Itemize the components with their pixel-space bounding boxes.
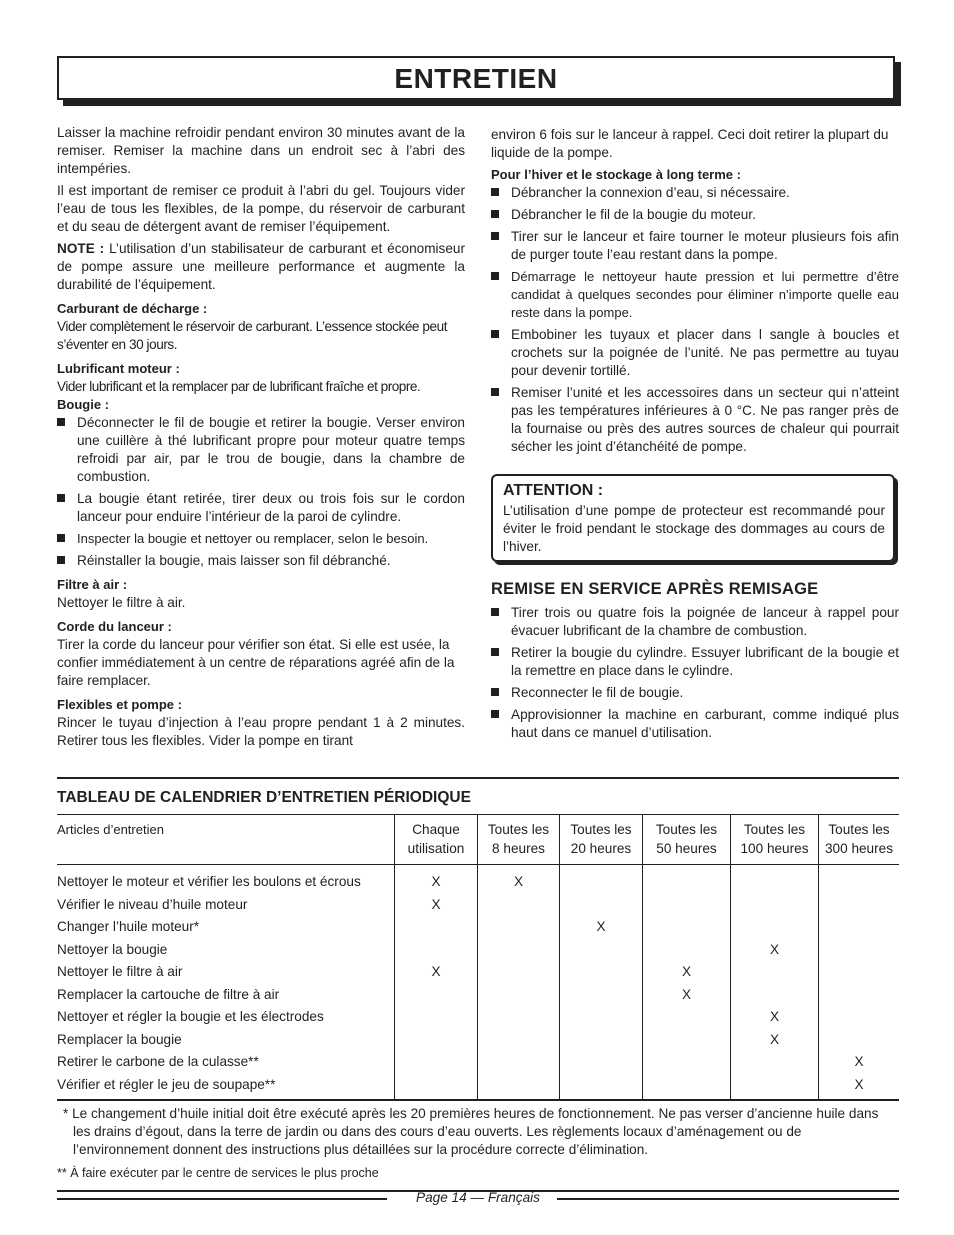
oil-heading: Lubrificant moteur :: [57, 361, 180, 376]
return-to-service-list: [491, 604, 899, 742]
list-item: Réinstaller la bougie, mais laisser son fil débranché.: [57, 552, 465, 570]
table-cell-mark: [395, 1051, 478, 1074]
list-item: Inspecter la bougie et nettoyer ou remplacer, selon le besoin.: [57, 530, 465, 548]
starter-cord-heading: Corde du lanceur :: [57, 619, 172, 634]
table-cell-mark: [395, 984, 478, 1007]
square-bullet-icon: [57, 556, 65, 564]
table-cell-mark: [643, 894, 731, 917]
table-row: [57, 961, 899, 984]
table-cell-item: Changer l’huile moteur*: [57, 919, 200, 935]
table-cell-item: Remplacer la bougie: [57, 1031, 182, 1047]
column-header: Toutes les 20 heures: [560, 815, 643, 865]
table-cell-mark: [731, 865, 819, 894]
table-cell-mark: [819, 1006, 900, 1029]
air-filter-heading: Filtre à air :: [57, 577, 128, 592]
table-row: [57, 916, 899, 939]
maintenance-schedule-section: [57, 777, 899, 1192]
list-item: Déconnecter le fil de bougie et retirer la bougie. Verser environ une cuillère à thé lubrificant propre pour moteur quatre temps refroidi par air, par le trou de bougie, dans la chambre de combustion.: [57, 414, 465, 486]
table-cell-mark: [560, 1029, 643, 1052]
table-cell-mark: X: [395, 961, 478, 984]
return-to-service-heading: REMISE EN SERVICE APRÈS REMISAGE: [491, 580, 819, 598]
attention-heading: ATTENTION :: [503, 482, 604, 499]
table-cell-mark: [478, 984, 560, 1007]
section-divider: [57, 777, 899, 779]
spark-plug-list: [57, 414, 465, 570]
table-row: [57, 1006, 899, 1029]
footnote-oil-change: * Le changement d’huile initial doit être exécuté après les 20 premières heures de fonctionnement. Ne pas verser d’ancienne huile dans les drains d’égout, dans la terre de jardin ou dans des cours d’eau ouverts. Les règlements locaux d’aménagement ou de l’environnement donnent des instructions plus détaillées sur la procédure correcte d’élimination.: [63, 1106, 879, 1157]
table-cell-mark: X: [643, 984, 731, 1007]
table-cell-mark: [819, 939, 900, 962]
table-row: [57, 939, 899, 962]
table-cell-mark: X: [560, 916, 643, 939]
winter-storage-list: [491, 184, 899, 456]
table-cell-mark: [395, 1074, 478, 1101]
table-cell-mark: [478, 939, 560, 962]
square-bullet-icon: [491, 210, 499, 218]
list-item: Tirer trois ou quatre fois la poignée de lanceur à rappel pour évacuer lubrificant de la chambre de combustion.: [491, 604, 899, 640]
square-bullet-icon: [491, 648, 499, 656]
table-cell-mark: [395, 939, 478, 962]
table-cell-mark: [731, 894, 819, 917]
square-bullet-icon: [491, 688, 499, 696]
footnote-service-center: ** À faire exécuter par le centre de services le plus proche: [57, 1166, 379, 1180]
table-cell-mark: [643, 1051, 731, 1074]
frost-paragraph: Il est important de remiser ce produit à l’abri du gel. Toujours vider l’eau de tous les flexibles, de la pompe, du réservoir de carburant et du seau de détergent avant de remiser l’équipement.: [57, 183, 465, 234]
table-cell-mark: [643, 1074, 731, 1101]
table-cell-mark: [478, 916, 560, 939]
table-cell-mark: [643, 939, 731, 962]
spark-plug-heading: Bougie :: [57, 397, 109, 412]
table-cell-mark: [819, 894, 900, 917]
table-header-row: [57, 815, 899, 865]
table-cell-item: Nettoyer la bougie: [57, 941, 168, 957]
page-title-box: [57, 56, 895, 100]
list-item: Retirer la bougie du cylindre. Essuyer lubrificant de la bougie et la remettre en place dans le cylindre.: [491, 644, 899, 680]
table-row: [57, 894, 899, 917]
table-cell-mark: X: [731, 939, 819, 962]
table-cell-mark: [478, 961, 560, 984]
table-row: [57, 1074, 899, 1101]
table-cell-mark: [560, 865, 643, 894]
table-cell-mark: [560, 939, 643, 962]
column-header: Toutes les 100 heures: [731, 815, 819, 865]
list-item: Embobiner les tuyaux et placer dans l sangle à boucles et crochets sur la poignée de l’unité. Ne pas permettre au tuyau pour devenir tortillé.: [491, 326, 899, 380]
hoses-pump-text: Rincer le tuyau d’injection à l’eau propre pendant 1 à 2 minutes. Retirer tous les flexibles. Vider la pompe en tirant: [57, 715, 465, 748]
table-cell-mark: [731, 961, 819, 984]
square-bullet-icon: [491, 188, 499, 196]
table-row: [57, 1029, 899, 1052]
table-cell-mark: [395, 916, 478, 939]
table-cell-mark: X: [819, 1051, 900, 1074]
list-item: Débrancher le fil de la bougie du moteur.: [491, 206, 899, 224]
list-item: La bougie étant retirée, tirer deux ou trois fois sur le cordon lanceur pour enduire l’intérieur de la paroi de cylindre.: [57, 490, 465, 526]
oil-text: Vider lubrificant et la remplacer par de lubrificant fraîche et propre.: [57, 379, 421, 394]
table-cell-mark: X: [731, 1029, 819, 1052]
column-header: Articles d’entretien: [57, 815, 395, 865]
column-header: Toutes les 300 heures: [819, 815, 900, 865]
table-cell-mark: [560, 984, 643, 1007]
table-cell-mark: [478, 1029, 560, 1052]
table-row: [57, 865, 899, 894]
table-cell-mark: [560, 894, 643, 917]
table-cell-mark: X: [643, 961, 731, 984]
table-cell-mark: [560, 1051, 643, 1074]
right-column: [491, 126, 899, 746]
square-bullet-icon: [491, 388, 499, 396]
table-footnotes: [57, 1105, 899, 1182]
note-text: L’utilisation d’un stabilisateur de carburant et économiseur de pompe assure une meilleure performance et augmente la durabilité de l’équipement.: [57, 241, 465, 292]
table-cell-mark: [819, 916, 900, 939]
table-cell-mark: X: [819, 1074, 900, 1101]
table-cell-mark: [819, 865, 900, 894]
table-cell-mark: X: [395, 865, 478, 894]
note-label: NOTE :: [57, 241, 105, 256]
table-cell-mark: [643, 916, 731, 939]
left-column: [57, 124, 465, 754]
square-bullet-icon: [491, 710, 499, 718]
maintenance-schedule-table: [57, 814, 899, 1101]
table-cell-mark: [731, 1051, 819, 1074]
fuel-text: Vider complètement le réservoir de carburant. L’essence stockée peut s’éventer en 30 jours.: [57, 319, 448, 352]
page-number: Page 14 — Français: [416, 1190, 540, 1205]
table-cell-mark: [478, 1051, 560, 1074]
note-paragraph: [57, 240, 465, 294]
table-cell-item: Vérifier le niveau d’huile moteur: [57, 896, 248, 912]
table-cell-mark: [819, 1029, 900, 1052]
table-cell-mark: [478, 1074, 560, 1101]
square-bullet-icon: [57, 494, 65, 502]
winter-storage-heading: Pour l’hiver et le stockage à long terme :: [491, 167, 741, 182]
page-title: ENTRETIEN: [394, 63, 558, 94]
table-cell-mark: [819, 984, 900, 1007]
footer-rule-right: [557, 1198, 899, 1200]
schedule-title: TABLEAU DE CALENDRIER D’ENTRETIEN PÉRIODIQUE: [57, 789, 471, 806]
table-cell-mark: [731, 916, 819, 939]
table-cell-mark: [819, 961, 900, 984]
pump-continuation: environ 6 fois sur le lanceur à rappel. Ceci doit retirer la plupart du liquide de la pompe.: [491, 127, 889, 160]
table-cell-item: Vérifier et régler le jeu de soupape**: [57, 1076, 276, 1092]
hoses-pump-heading: Flexibles et pompe :: [57, 697, 182, 712]
page-footer: [57, 1188, 899, 1208]
table-cell-mark: [560, 1006, 643, 1029]
square-bullet-icon: [491, 608, 499, 616]
table-row: [57, 1051, 899, 1074]
attention-box: [491, 474, 895, 562]
square-bullet-icon: [57, 534, 65, 542]
list-item: Tirer sur le lanceur et faire tourner le moteur plusieurs fois afin de purger toute l’eau restant dans la pompe.: [491, 228, 899, 264]
list-item: Approvisionner la machine en carburant, comme indiqué plus haut dans ce manuel d’utilisation.: [491, 706, 899, 742]
square-bullet-icon: [491, 232, 499, 240]
table-cell-mark: [731, 1074, 819, 1101]
table-cell-mark: [643, 865, 731, 894]
list-item: Démarrage le nettoyeur haute pression et lui permettre d’être candidat à quelques secondes pour éliminer n’importe quelle eau reste dans la pompe.: [491, 268, 899, 322]
table-cell-mark: X: [478, 865, 560, 894]
table-cell-mark: X: [731, 1006, 819, 1029]
list-item: Remiser l’unité et les accessoires dans un secteur qui n’atteint pas les températures inférieures à 0 °C. Ne pas ranger près de la fournaise ou près des autres sources de chaleur qui pourrait sécher les joint d’étanchéité de pompe.: [491, 384, 899, 456]
air-filter-text: Nettoyer le filtre à air.: [57, 595, 186, 610]
table-cell-mark: [560, 961, 643, 984]
square-bullet-icon: [491, 272, 499, 280]
square-bullet-icon: [491, 330, 499, 338]
list-item: Débrancher la connexion d’eau, si nécessaire.: [491, 184, 899, 202]
table-cell-mark: [478, 1006, 560, 1029]
table-cell-item: Remplacer la cartouche de filtre à air: [57, 986, 280, 1002]
table-cell-mark: [560, 1074, 643, 1101]
table-cell-mark: [395, 1006, 478, 1029]
list-item: Reconnecter le fil de bougie.: [491, 684, 899, 702]
table-row: [57, 984, 899, 1007]
table-cell-mark: [643, 1006, 731, 1029]
table-cell-mark: [731, 984, 819, 1007]
table-cell-mark: X: [395, 894, 478, 917]
table-cell-item: Retirer le carbone de la culasse**: [57, 1054, 259, 1070]
starter-cord-text: Tirer la corde du lanceur pour vérifier son état. Si elle est usée, la confier immédiatement à un centre de réparations agréé afin de la faire remplacer.: [57, 637, 455, 688]
intro-paragraph: Laisser la machine refroidir pendant environ 30 minutes avant de la remiser. Remiser la machine dans un endroit sec à l’abri des intempéries.: [57, 125, 465, 176]
table-cell-item: Nettoyer le moteur et vérifier les boulons et écrous: [57, 874, 361, 890]
table-cell-mark: [478, 894, 560, 917]
fuel-heading: Carburant de décharge :: [57, 301, 208, 316]
table-cell-item: Nettoyer et régler la bougie et les électrodes: [57, 1009, 324, 1025]
column-header: Chaque utilisation: [395, 815, 478, 865]
table-cell-mark: [395, 1029, 478, 1052]
table-cell-item: Nettoyer le filtre à air: [57, 964, 183, 980]
column-header: Toutes les 50 heures: [643, 815, 731, 865]
column-header: Toutes les 8 heures: [478, 815, 560, 865]
attention-text: L’utilisation d’une pompe de protecteur est recommandé pour éviter le froid pendant le stockage des dommages au cours de l’hiver.: [503, 503, 885, 554]
table-cell-mark: [643, 1029, 731, 1052]
square-bullet-icon: [57, 418, 65, 426]
